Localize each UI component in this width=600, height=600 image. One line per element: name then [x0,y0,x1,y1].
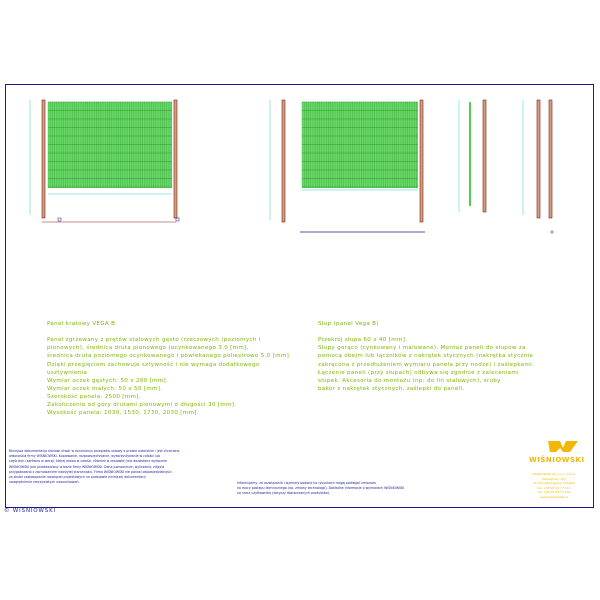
post-spec-block [318,312,534,401]
post-spec-line: zakręcona z przedłużeniem wymiaru panela przy nodze) i zaślepkami. [318,361,535,368]
post-spec-lines [318,336,534,393]
post-left [282,100,285,222]
post-spec-line: pomocą obejm lub łączników z nakrętek stycznych (nakrętka stycznie [318,353,534,360]
post-section [551,231,553,233]
panel-spec-title: Panel kratowy VEGA B [47,321,116,328]
panel-spec-line: Zakończenie od góry drutami pionowymi o długości 30 [mm]. [47,402,237,409]
panel-front-view [30,100,179,222]
company-address: WIŚNIOWSKI Sp. z o.o. S.K.A. Wielogłowy 153 33-311 Wielogłowy, POLSKA tel. +48 18 44 77 111 fax +48 18 44 77 190 www.wisniowski.pl [532,472,576,499]
post-spec-line: Słupy gorąco (cynkowany i malowane). Montaż paneli do słupów za [318,345,526,352]
legal-note-left: Niniejsza dokumentacja stanowi utwór w rozumieniu przepisów ustawy o prawie autorskim i jest chroniona własnością firmy WIŚNIOWSKI. Kopiowanie, rozpowszechnianie, wykorzystywanie w całości lub częściach (zarówno w wersji, której mowa w całości, również w zestawie) jest dozwolone wyłącznie WIŚNIOWSKI jest przetwarzany w bazie firmy WIŚNIOWSKI. Dane pomocnicze, wyliczenia, zdjęcia przygotowano z zachowaniem należytej staranności. Firma WIŚNIOWSKI nie ponosi odpowiedzialności za skutki zastosowania rozwiązań projektowych na podstawie niniejszej dokumentacji uwzględnienie rzeczywistych uwarunkowań. [9,449,180,485]
panel-assembly-view [270,100,425,232]
copyright-notice: © WIŚNIOWSKI [4,508,56,514]
panel-spec-line: Wysokość panela: 1030, 1530, 1730, 2030 [mm]. [47,410,199,417]
panel-spec-block [47,312,291,425]
panel-edge [469,102,471,206]
panel-spec-line: Wymiar oczek gęstych: 50 x 200 [mm]. [47,377,169,384]
post-detail-b [549,100,552,218]
panel-side-view [459,100,486,212]
post-right [420,100,423,222]
mesh-panel-fill [48,102,172,188]
post-spec-title: Słup (panel Vega B) [318,321,379,328]
brand-name: WIŚNIOWSKI [529,456,585,464]
post-detail-a [537,100,540,218]
panel-spec-line: Wymiar oczek małych: 50 x 50 [mm]. [47,385,163,392]
panel-spec-line: Dzięki przegięciom zachowuje sztywność i nie wymaga dodatkowego [47,361,260,368]
post-spec-line: bakor z nakrętek stycznych, zaślepki do paneli. [318,385,465,392]
mesh-panel-fill [302,102,418,188]
panel-spec-line: Panel zgrzewany z prętów stalowych gęsto (rzeczowych (poziomych i [47,337,261,344]
post-side [483,100,486,212]
post-left [42,100,45,218]
post-right [174,100,177,218]
legal-note-right: Informujemy, że rozwiązania i wymiary podane na rysunkach mogą podlegać zmianom na mocy postępu technicznego (np. zmiany technologii). Dokładne informacje o wymiarach WIŚNIOWSKI na rzecz użytkownika (dotyczy dostarczanych produktów). [237,481,405,496]
post-detail-view [523,100,553,233]
panel-spec-line: pionowych), średnica druta pionowego (ocynkowanego 3.0 [mm], [47,345,249,352]
post-section [58,218,61,221]
panel-spec-line: Szerokość panela: 2500 [mm]. [47,393,141,400]
panel-spec-line: usztywnienia. [47,369,90,376]
post-spec-line: Łączenie paneli (przy słupach) odbywa się zgodnie z zaleceniami [318,369,519,376]
wisniowski-logo [548,441,578,452]
post-spec-line: słupek. Akcesoria do montażu (np: do lin stalowych), śruby [318,377,501,384]
panel-spec-lines [47,336,291,417]
post-spec-line: Przekrój słupa 60 x 40 [mm]. [318,337,408,344]
panel-spec-line: średnica druta poziomego ocynkowanego i powlekanego poliestrowo 5.0 [mm]. [47,353,292,360]
post-section [176,218,179,221]
